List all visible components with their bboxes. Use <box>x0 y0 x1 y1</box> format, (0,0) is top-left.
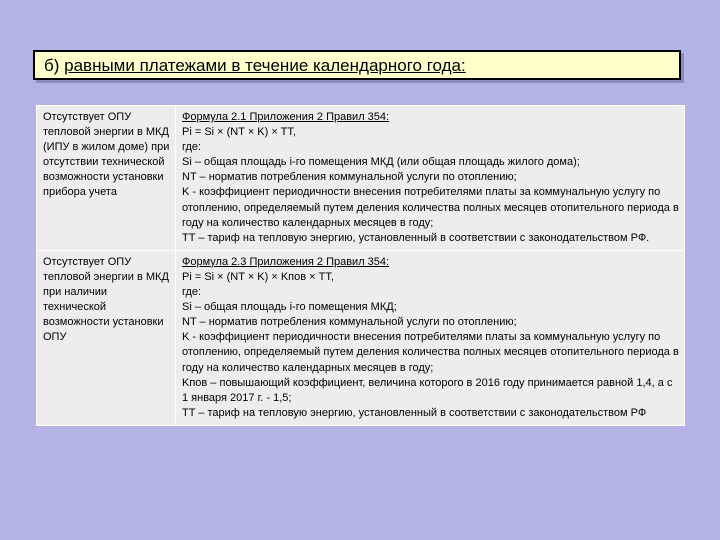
definition: Kпов – повышающий коэффициент, величина которого в 2016 году принимается равной 1,4, а с 1 января 2017 г. - 1,5; <box>182 376 673 404</box>
formula-reference: Формула 2.3 Приложения 2 Правил 354: <box>182 255 390 268</box>
definition: K - коэффициент периодичности внесения потребителями платы за коммунальную услугу по отоплению, определяемый путем деления количества полных месяцев отопительного периода в году на количество календарных месяцев в году; <box>182 186 679 229</box>
formula-cell <box>176 106 685 251</box>
formula: Pi = Si × (NT × K) × TT, <box>182 126 296 139</box>
title-text: равными платежами в течение календарного года: <box>64 56 466 75</box>
slide-title-box <box>33 50 681 80</box>
where-label: где: <box>182 141 202 154</box>
definition: NT – норматив потребления коммунальной услуги по отоплению; <box>182 171 517 184</box>
payment-formula-table <box>36 105 685 426</box>
table-row <box>37 106 685 251</box>
slide-title <box>44 56 466 76</box>
definition: TT – тариф на тепловую энергию, установленный в соответствии с законодательством РФ <box>182 406 647 419</box>
definition: K - коэффициент периодичности внесения потребителями платы за коммунальную услугу по отоплению, определяемый путем деления количества полных месяцев отопительного периода в году на количество календарных месяцев в году; <box>182 331 679 374</box>
where-label: где: <box>182 286 202 299</box>
condition-cell: Отсутствует ОПУ тепловой энергии в МКД (ИПУ в жилом доме) при отсутствии технической возможности установки прибора учета <box>37 106 176 251</box>
definition: NT – норматив потребления коммунальной услуги по отоплению; <box>182 316 517 329</box>
condition-cell: Отсутствует ОПУ тепловой энергии в МКД при наличии технической возможности установки ОПУ <box>37 250 176 425</box>
formula: Pi = Si × (NT × K) × Kпов × TT, <box>182 270 334 283</box>
formula-cell <box>176 250 685 425</box>
definition: Si – общая площадь i-го помещения МКД (или общая площадь жилого дома); <box>182 156 580 169</box>
formula-reference: Формула 2.1 Приложения 2 Правил 354: <box>182 111 390 123</box>
table-row <box>37 250 685 425</box>
title-prefix: б) <box>44 56 65 75</box>
definition: Si – общая площадь i-го помещения МКД; <box>182 301 397 314</box>
definition: TT – тариф на тепловую энергию, установленный в соответствии с законодательством РФ. <box>182 231 650 244</box>
